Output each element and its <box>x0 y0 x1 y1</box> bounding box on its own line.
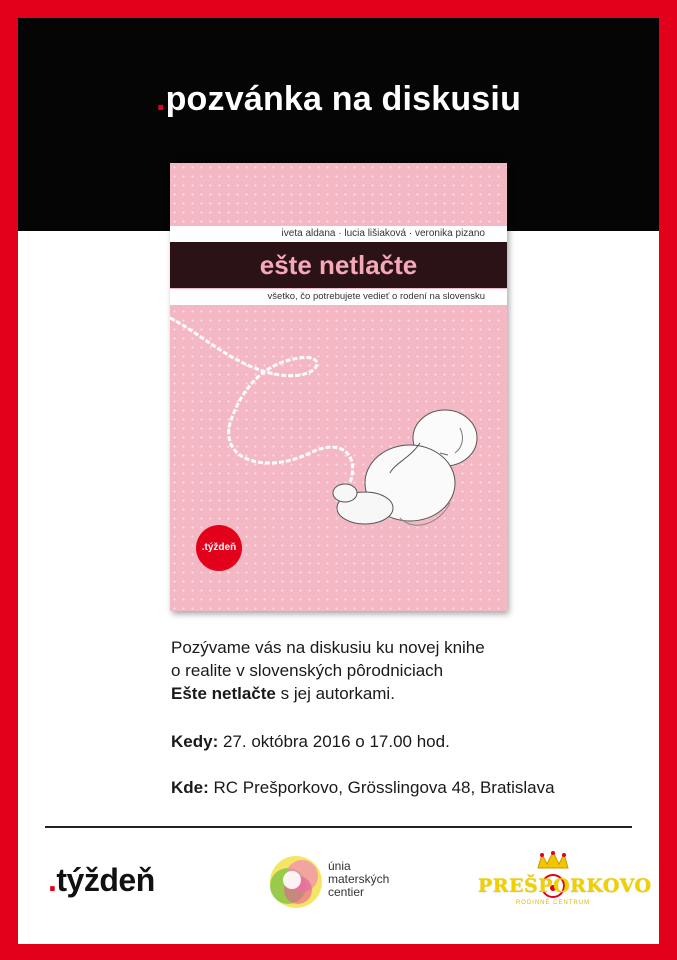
invitation-line-1: Pozývame vás na diskusiu ku novej knihe <box>171 638 485 657</box>
umc-logo-text <box>328 860 389 899</box>
baby-icon <box>333 410 477 525</box>
book-title: ešte netlačte <box>170 242 507 288</box>
page-title <box>18 80 659 119</box>
where-value: RC Prešporkovo, Grösslingova 48, Bratislava <box>208 778 555 797</box>
invitation-line-3 <box>171 682 485 705</box>
invitation-line-3-rest: s jej autorkami. <box>275 684 395 703</box>
umc-line-1: únia <box>328 859 351 873</box>
book-name: Ešte netlačte <box>171 684 276 703</box>
title-dot: . <box>155 80 166 118</box>
tyzden-logo <box>48 862 155 899</box>
divider <box>45 826 632 828</box>
umc-line-2: materských <box>328 872 390 886</box>
when-label: Kedy: <box>171 732 219 751</box>
presporkovo-name: PREŠPORKOVO <box>478 875 652 897</box>
invitation-line-2: o realite v slovenských pôrodniciach <box>171 661 444 680</box>
poster-frame <box>18 18 659 944</box>
book-subtitle: všetko, čo potrebujete vedieť o rodení na slovensku <box>170 289 507 305</box>
where-label: Kde: <box>171 778 209 797</box>
publisher-badge: .týždeň <box>196 525 242 571</box>
invitation-text <box>171 636 485 705</box>
presporkovo-logo <box>478 850 652 920</box>
tyzden-logo-dot: . <box>48 862 57 898</box>
umc-logo-icon <box>264 852 324 912</box>
where-line <box>171 778 555 798</box>
when-value: 27. októbra 2016 o 17.00 hod. <box>218 732 450 751</box>
book-cover <box>170 163 507 611</box>
book-authors: iveta aldana · lucia lišiaková · veronika pizano <box>170 226 507 242</box>
title-text: pozvánka na diskusiu <box>165 80 522 118</box>
presporkovo-subtitle: RODINNÉ CENTRUM <box>515 900 591 906</box>
when-line <box>171 732 450 752</box>
umc-line-3: centier <box>328 885 365 899</box>
tyzden-logo-text: týždeň <box>56 862 155 898</box>
